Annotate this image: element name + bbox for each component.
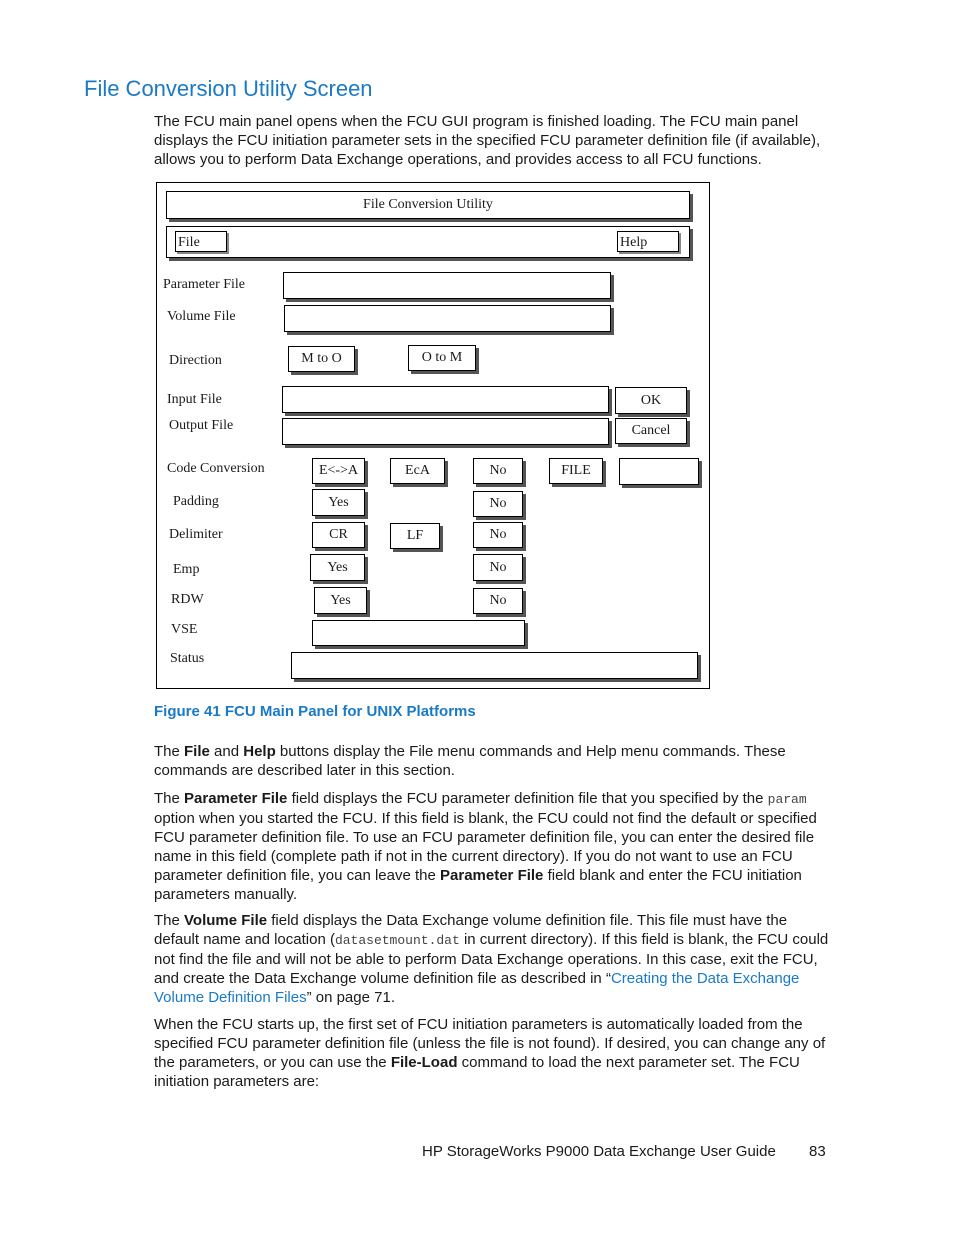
status-label: Status <box>170 651 205 666</box>
rdw-yes-button[interactable] <box>314 587 367 614</box>
paragraph-file-help <box>154 742 830 780</box>
bold-term: Help <box>243 743 276 760</box>
delimiter-no-label: No <box>489 527 507 542</box>
padding-yes-button[interactable] <box>312 489 365 516</box>
delimiter-label: Delimiter <box>169 527 223 542</box>
o-to-m-label: O to M <box>421 350 463 365</box>
paragraph-startup <box>154 1015 830 1091</box>
padding-no-button[interactable] <box>473 491 523 517</box>
file-menu-button[interactable] <box>175 231 227 252</box>
direction-label: Direction <box>169 353 222 368</box>
delimiter-no-button[interactable] <box>473 522 523 548</box>
paragraph-parameter-file <box>154 789 830 904</box>
bold-term: Volume File <box>184 912 268 929</box>
fcu-menu-bar <box>166 226 690 258</box>
bold-term: Parameter File <box>440 867 544 884</box>
rdw-no-label: No <box>489 593 507 608</box>
file-button-label: FILE <box>561 463 591 478</box>
file-menu-label: File <box>178 235 200 250</box>
eca-button[interactable] <box>390 458 445 484</box>
bold-term: File <box>184 743 210 760</box>
help-menu-label: Help <box>620 235 648 250</box>
lf-label: LF <box>406 528 424 543</box>
fcu-main-panel-figure <box>156 182 710 689</box>
rdw-no-button[interactable] <box>473 588 523 614</box>
output-file-label: Output File <box>169 418 234 433</box>
text: buttons display the File menu commands and Help menu commands. These commands are described later in this section. <box>154 743 786 779</box>
emp-yes-button[interactable] <box>310 554 365 581</box>
text: field blank and enter the FCU initiation parameters manually. <box>154 867 802 903</box>
code-conversion-field[interactable] <box>619 458 699 485</box>
code-no-button[interactable] <box>473 458 523 484</box>
code-conversion-label: Code Conversion <box>167 461 265 476</box>
code-term: datasetmount.dat <box>334 933 460 948</box>
text: ” on page 71. <box>306 989 395 1006</box>
code-no-label: No <box>489 463 507 478</box>
text: and <box>209 743 244 760</box>
emp-no-button[interactable] <box>473 554 523 581</box>
vse-field[interactable] <box>312 620 525 646</box>
text: The <box>154 790 185 807</box>
file-button[interactable] <box>549 458 603 484</box>
cancel-label: Cancel <box>631 423 671 438</box>
code-term: param <box>767 792 807 807</box>
text: The <box>154 912 185 929</box>
text: field displays the Data Exchange volume definition file. This file must have the default name and location ( <box>154 912 788 948</box>
bold-term: Parameter File <box>184 790 288 807</box>
page-heading: File Conversion Utility Screen <box>84 76 373 101</box>
page-number: 83 <box>809 1143 826 1160</box>
text: When the FCU starts up, the first set of FCU initiation parameters is automatically loaded from the specified FCU parameter definition file (unless the file is not found). If desired, you can change any of the parameters, or you can use the <box>154 1016 826 1071</box>
cr-label: CR <box>329 527 348 542</box>
emp-no-label: No <box>489 559 507 575</box>
cross-reference-link[interactable]: Creating the Data Exchange Volume Definition Files <box>154 970 800 1006</box>
padding-label: Padding <box>173 494 219 509</box>
text: option when you started the FCU. If this field is blank, the FCU could not find the default or specified FCU parameter definition file. To use an FCU parameter definition file, you can enter the desired file name in this field (complete path if not in the current directory). If you do not want to use an FCU parameter definition file, you can leave the <box>154 810 817 884</box>
vse-label: VSE <box>171 622 198 637</box>
input-file-field[interactable] <box>282 386 609 413</box>
cancel-button[interactable] <box>615 418 687 444</box>
cr-button[interactable] <box>312 522 365 548</box>
padding-yes-label: Yes <box>328 494 349 510</box>
input-file-label: Input File <box>167 392 222 407</box>
rdw-label: RDW <box>171 592 204 607</box>
eca-label: EcA <box>405 463 430 478</box>
e-a-button[interactable] <box>312 458 365 484</box>
output-file-field[interactable] <box>282 418 609 445</box>
padding-no-label: No <box>489 496 507 511</box>
emp-yes-label: Yes <box>327 559 348 575</box>
o-to-m-button[interactable] <box>408 345 476 371</box>
text: in current directory). If this field is blank, the FCU could not find the file and will not be able to perform Data Exchange operations. In this case, exit the FCU, and create the Data Exchange volume definition file as described in “ <box>154 931 829 987</box>
fcu-window-title: File Conversion Utility <box>363 197 493 212</box>
bold-term: File-Load <box>390 1054 458 1071</box>
m-to-o-button[interactable] <box>288 346 355 372</box>
fcu-title-bar <box>166 191 690 219</box>
ok-button[interactable] <box>615 387 687 414</box>
e-a-label: E<->A <box>318 463 359 478</box>
paragraph-volume-file <box>154 911 830 1007</box>
volume-file-field[interactable] <box>284 305 611 332</box>
rdw-yes-label: Yes <box>330 592 351 608</box>
ok-label: OK <box>640 392 662 408</box>
status-field <box>291 652 698 679</box>
text: command to load the next parameter set. The FCU initiation parameters are: <box>154 1054 800 1090</box>
help-menu-button[interactable] <box>617 231 679 252</box>
text: field displays the FCU parameter definition file that you specified by the <box>287 790 768 807</box>
lf-button[interactable] <box>390 523 440 549</box>
emp-label: Emp <box>173 562 200 577</box>
volume-file-label: Volume File <box>167 309 236 324</box>
text: The <box>154 743 185 760</box>
parameter-file-field[interactable] <box>283 272 611 299</box>
intro-paragraph: The FCU main panel opens when the FCU GUI program is finished loading. The FCU main panel displays the FCU initiation parameter sets in the specified FCU parameter definition file (if available), allows you to perform Data Exchange operations, and provides access to all FCU functions. <box>154 113 821 168</box>
figure-caption: Figure 41 FCU Main Panel for UNIX Platforms <box>154 703 476 720</box>
footer-title: HP StorageWorks P9000 Data Exchange User Guide <box>422 1143 776 1160</box>
m-to-o-label: M to O <box>301 351 342 366</box>
parameter-file-label: Parameter File <box>163 277 246 292</box>
